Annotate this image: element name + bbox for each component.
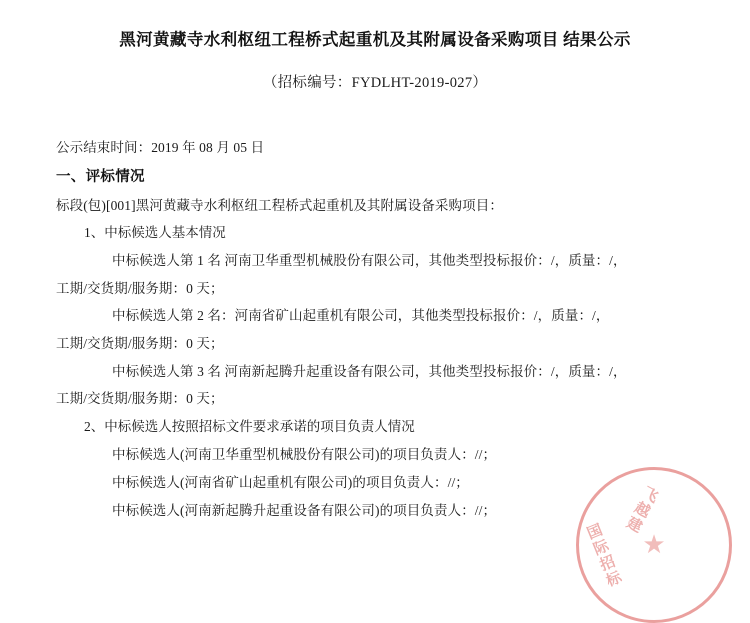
notice-end-time: 公示结束时间：2019 年 08 月 05 日 [56, 139, 265, 155]
candidate-3-line-1: 中标候选人第 3 名 河南新起腾升起重设备有限公司，其他类型投标报价：/，质量：/， [112, 363, 627, 379]
lot-package-line: 标段(包)[001]黑河黄藏寺水利枢纽工程桥式起重机及其附属设备采购项目： [56, 197, 503, 213]
candidate-2-line-1: 中标候选人第 2 名：河南省矿山起重机有限公司，其他类型投标报价：/，质量：/， [112, 308, 610, 324]
page-title: 黑河黄藏寺水利枢纽工程桥式起重机及其附属设备采购项目 结果公示 [119, 30, 631, 49]
candidate-1-line-1: 中标候选人第 1 名 河南卫华重型机械股份有限公司，其他类型投标报价：/，质量：/， [112, 253, 627, 269]
subheading-candidate-basics: 1、中标候选人基本情况 [84, 224, 226, 240]
candidate-2-line-2: 工期/交货期/服务期：0 天； [56, 336, 224, 352]
subheading-project-managers: 2、中标候选人按照招标文件要求承诺的项目负责人情况 [84, 419, 415, 435]
project-manager-2: 中标候选人(河南省矿山起重机有限公司)的项目负责人：//； [112, 475, 469, 491]
section-heading-evaluation: 一、评标情况 [56, 168, 145, 185]
project-manager-3: 中标候选人(河南新起腾升起重设备有限公司)的项目负责人：//； [112, 502, 497, 518]
candidate-3-line-2: 工期/交货期/服务期：0 天； [56, 391, 224, 407]
tender-number: （招标编号：FYDLHT-2019-027） [262, 74, 488, 91]
candidate-1-line-2: 工期/交货期/服务期：0 天； [56, 280, 224, 296]
document-body [56, 134, 694, 525]
seal-text-right: 飞越建 [622, 482, 661, 536]
seal-star-icon: ★ [642, 530, 666, 559]
seal-text-left: 国际招标 [582, 521, 624, 591]
project-manager-1: 中标候选人(河南卫华重型机械股份有限公司)的项目负责人：//； [112, 447, 497, 463]
